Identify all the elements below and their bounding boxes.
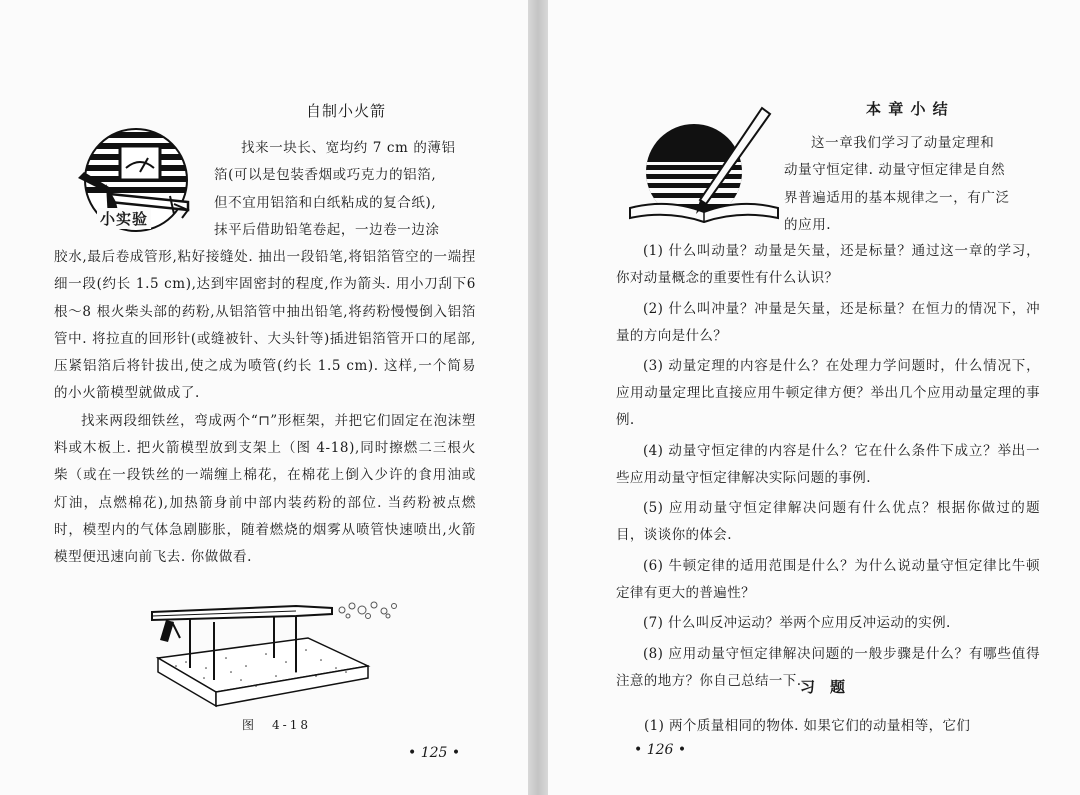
text-line: 但不宜用铝箔和白纸粘成的复合纸), — [214, 194, 437, 211]
text-line: 箔(可以是包装香烟或巧克力的铝箔, — [214, 167, 437, 184]
review-questions — [616, 238, 1040, 698]
book-gutter — [528, 0, 548, 795]
intro-text — [784, 130, 1040, 239]
section-title: 本 章 小 结 — [866, 100, 949, 118]
body-text — [54, 244, 476, 572]
wrapped-text — [214, 135, 476, 244]
section-title: 自制小火箭 — [306, 102, 387, 120]
question-item: (7) 什么叫反冲运动？举两个应用反冲运动的实例. — [643, 615, 951, 631]
exercise-item: (1) 两个质量相同的物体. 如果它们的动量相等，它们 — [644, 718, 971, 734]
question-item: (3) 动量定理的内容是什么？在处理力学问题时，什么情况下，应用动量定理比直接应用牛顿定律方便？举出几个应用动量定理的事例. — [616, 358, 1040, 428]
paragraph: 找来两段细铁丝，弯成两个“⊓”形框架，并把它们固定在泡沫塑料或木板上. 把火箭模型放到支架上（图 4-18),同时擦燃二三根火柴（或在一段铁丝的一端缠上棉花，在棉花上倒入少许的食用油或灯油，点燃棉花),加热箭身前中部内装药粉的部位. 当药粉被点燃时，模型内的气体急剧膨胀，随着燃烧的烟雾从喷管快速喷出,火箭模型便迅速向前飞去. 你做做看. — [54, 412, 476, 566]
left-page — [0, 0, 528, 795]
page-number: • 125 • — [408, 745, 461, 761]
text-line: 抹平后借助铅笔卷起，一边卷一边涂 — [214, 221, 440, 238]
text-line: 界普遍适用的基本规律之一，有广泛 — [784, 189, 1010, 206]
chapter-summary-icon — [628, 106, 784, 224]
small-experiment-label: 小实验 — [97, 208, 151, 229]
question-item: (6) 牛顿定律的适用范围是什么？为什么说动量守恒定律比牛顿定律有更大的普遍性？ — [616, 557, 1040, 601]
text-line: 找来一块长、宽均约 7 cm 的薄铝 — [241, 140, 456, 156]
question-item: (5) 应用动量守恒定律解决问题有什么优点？根据你做过的题目，谈谈你的体会. — [616, 500, 1040, 543]
right-page — [548, 0, 1080, 795]
text-line: 的应用. — [784, 216, 832, 233]
exercises-heading: 习 题 — [800, 678, 846, 696]
figure-caption: 图 4-18 — [242, 718, 311, 732]
question-item: (8) 应用动量守恒定律解决问题的一般步骤是什么？有哪些值得注意的地方？你自己总结一下. — [616, 645, 1040, 689]
text-line: 这一章我们学习了动量定理和 — [811, 135, 995, 151]
page-number: • 126 • — [634, 742, 687, 758]
rocket-stand-figure — [146, 596, 406, 708]
paragraph: 胶水,最后卷成管形,粘好接缝处. 抽出一段铅笔,将铝箔管空的一端捏细一段(约长 1.5 cm),达到牢固密封的程度,作为箭头. 用小刀刮下6 根～8 根火柴头部的药粉,从铝箔管中抽出铅笔,将药粉慢慢倒入铝箔管中. 将拉直的回形针(或缝被针、大头针等)插进铝箔管开口的尾部,压紧铝箔后将针拔出,使之成为喷管(约长 1.5 cm). 这样,一个简易的小火箭模型就做成了. — [54, 249, 476, 402]
question-item: (4) 动量守恒定律的内容是什么？它在什么条件下成立？举出一些应用动量守恒定律解决实际问题的事例. — [616, 442, 1040, 486]
question-item: (2) 什么叫冲量？冲量是矢量，还是标量？在恒力的情况下，冲量的方向是什么？ — [616, 300, 1040, 344]
text-line: 动量守恒定律. 动量守恒定律是自然 — [784, 162, 1006, 179]
question-item: (1) 什么叫动量？动量是矢量，还是标量？通过这一章的学习，你对动量概念的重要性有什么认识？ — [616, 243, 1040, 286]
